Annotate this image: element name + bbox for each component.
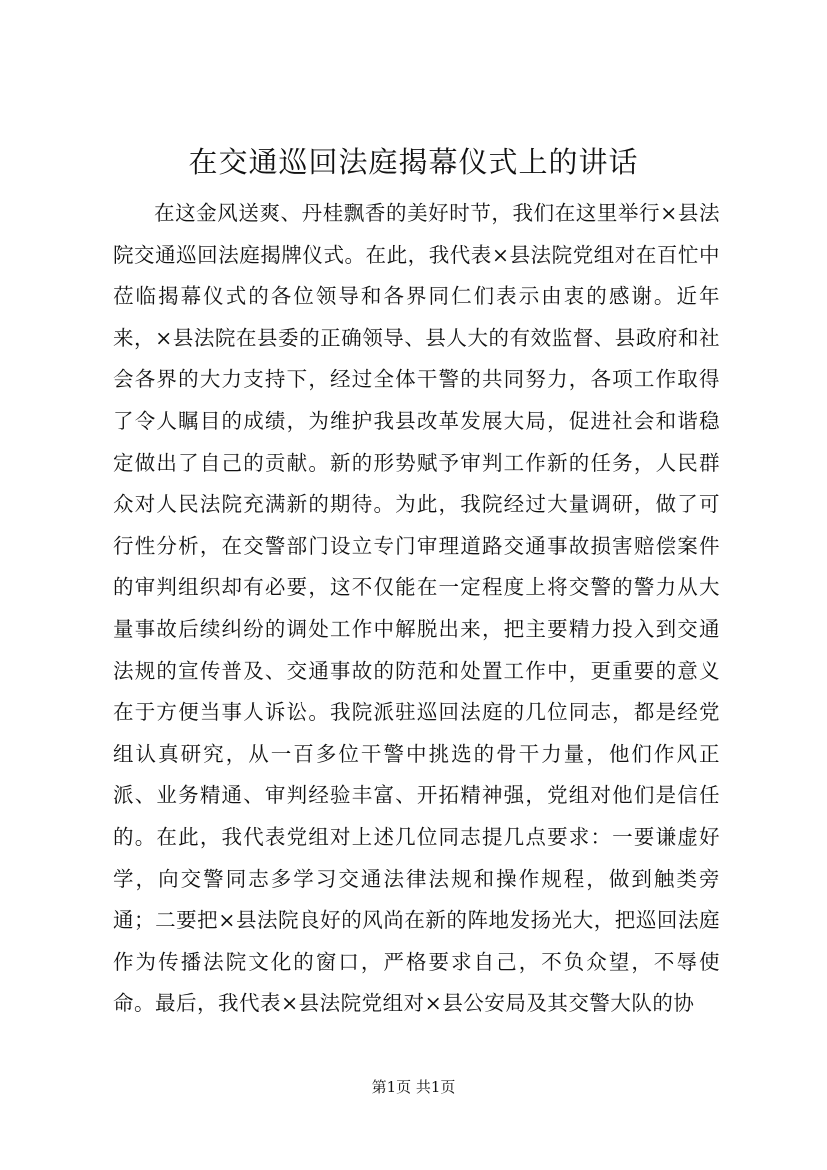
document-body [113, 193, 720, 1025]
body-paragraph: 在这金风送爽、丹桂飘香的美好时节，我们在这里举行×县法院交通巡回法庭揭牌仪式。在此，我代表×县法院党组对在百忙中莅临揭幕仪式的各位领导和各界同仁们表示由衷的感谢。近年来，×县法院在县委的正确领导、县人大的有效监督、县政府和社会各界的大力支持下，经过全体干警的共同努力，各项工作取得了令人瞩目的成绩，为维护我县改革发展大局，促进社会和谐稳定做出了自己的贡献。新的形势赋予审判工作新的任务，人民群众对人民法院充满新的期待。为此，我院经过大量调研，做了可行性分析，在交警部门设立专门审理道路交通事故损害赔偿案件的审判组织却有必要，这不仅能在一定程度上将交警的警力从大量事故后续纠纷的调处工作中解脱出来，把主要精力投入到交通法规的宣传普及、交通事故的防范和处置工作中，更重要的意义在于方便当事人诉讼。我院派驻巡回法庭的几位同志，都是经党组认真研究，从一百多位干警中挑选的骨干力量，他们作风正派、业务精通、审判经验丰富、开拓精神强，党组对他们是信任的。在此，我代表党组对上述几位同志提几点要求：一要谦虚好学，向交警同志多学习交通法律法规和操作规程，做到触类旁通；二要把×县法院良好的风尚在新的阵地发扬光大，把巡回法庭作为传播法院文化的窗口，严格要求自己，不负众望，不辱使命。最后，我代表×县法院党组对×县公安局及其交警大队的协 [113, 201, 720, 1016]
document-title: 在交通巡回法庭揭幕仪式上的讲话 [188, 145, 639, 179]
page-footer: 第1页 共1页 [371, 1078, 456, 1096]
